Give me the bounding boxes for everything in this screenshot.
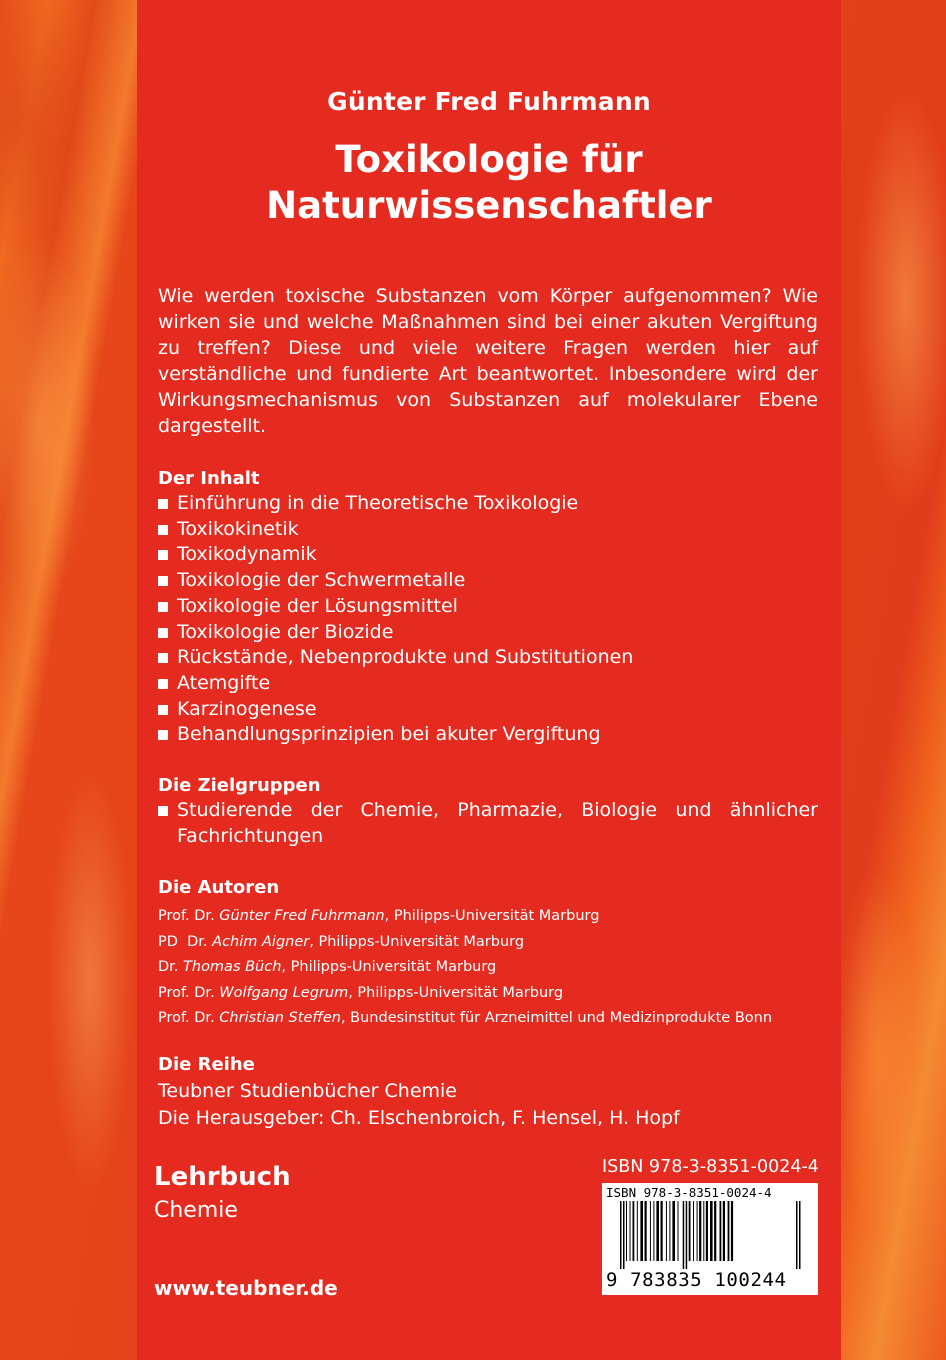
barcode-bar	[656, 1201, 659, 1261]
barcode-bar	[714, 1201, 716, 1261]
barcode-bar	[710, 1201, 713, 1261]
square-bullet-icon	[158, 550, 168, 560]
barcode-bar	[678, 1201, 679, 1261]
barcode-bar	[689, 1201, 691, 1261]
barcode-isbn-text: ISBN 978-3-8351-0024-4	[606, 1185, 772, 1200]
square-bullet-icon	[158, 525, 168, 535]
barcode-bar	[728, 1201, 730, 1261]
autoren-heading: Die Autoren	[158, 877, 280, 898]
square-bullet-icon	[158, 499, 168, 509]
list-item: Toxikokinetik	[158, 517, 828, 543]
barcode-bars	[606, 1201, 814, 1269]
background-swirl-right	[836, 0, 946, 1360]
reihe-heading: Die Reihe	[158, 1054, 255, 1075]
barcode-bar	[731, 1201, 733, 1261]
reihe-line-1: Teubner Studienbücher Chemie	[158, 1080, 457, 1102]
list-item: Behandlungsprinzipien bei akuter Vergiftung	[158, 722, 828, 748]
barcode-bar	[683, 1201, 685, 1269]
zielgruppen-list	[158, 798, 818, 849]
book-title	[137, 137, 841, 229]
list-item: Toxikologie der Schwermetalle	[158, 568, 828, 594]
square-bullet-icon	[158, 576, 168, 586]
list-item: Toxikodynamik	[158, 542, 828, 568]
list-item: Prof. Dr. Günter Fred Fuhrmann, Philipps-Universität Marburg	[158, 908, 600, 924]
barcode-bar	[672, 1201, 675, 1261]
square-bullet-icon	[158, 705, 168, 715]
isbn-label: ISBN 978-3-8351-0024-4	[602, 1157, 819, 1177]
list-item: Karzinogenese	[158, 697, 828, 723]
barcode-bar	[706, 1201, 708, 1261]
background-swirl-left	[0, 0, 140, 1360]
barcode-bar	[630, 1201, 631, 1261]
square-bullet-icon	[158, 628, 168, 638]
square-bullet-icon	[158, 602, 168, 612]
book-title-line-1: Toxikologie für	[335, 138, 643, 181]
inhalt-list	[158, 491, 828, 748]
book-author: Günter Fred Fuhrmann	[327, 87, 651, 116]
book-title-line-2: Naturwissenschaftler	[266, 184, 712, 227]
barcode-bar	[697, 1201, 698, 1261]
barcode-bar	[699, 1201, 701, 1261]
intro-paragraph: Wie werden toxische Substanzen vom Körper aufgenommen? Wie wirken sie und welche Maßnahmen sind bei einer akuten Vergiftung zu treffen? Diese und viele weitere Fragen werden hier auf verständliche und fundierte Art beantwortet. Inbesondere wird der Wirkungsmechanismus von Substanzen auf molekularer Ebene dargestellt.	[158, 285, 818, 437]
list-item: Toxikologie der Biozide	[158, 620, 828, 646]
square-bullet-icon	[158, 806, 168, 816]
barcode-bar	[669, 1201, 670, 1261]
barcode-digits: 9 783835 100244	[606, 1269, 787, 1291]
barcode-bar	[626, 1201, 627, 1261]
barcode-bar	[623, 1201, 625, 1269]
list-item: Dr. Thomas Büch, Philipps-Universität Marburg	[158, 959, 497, 976]
barcode-bar	[796, 1201, 798, 1269]
reihe-text	[158, 1078, 680, 1131]
publisher-website: www.teubner.de	[154, 1276, 338, 1300]
reihe-line-2: Die Herausgeber: Ch. Elschenbroich, F. Hensel, H. Hopf	[158, 1106, 680, 1129]
barcode-bar	[720, 1201, 722, 1261]
autoren-list	[158, 904, 838, 1032]
barcode-bar	[645, 1201, 647, 1261]
list-item: PD Dr. Achim Aigner, Philipps-Universität Marburg	[158, 933, 525, 950]
barcode-bar	[653, 1201, 654, 1261]
list-item: Einführung in die Theoretische Toxikologie	[158, 491, 828, 517]
barcode	[602, 1183, 818, 1295]
barcode-bar	[693, 1201, 694, 1261]
barcode-bar	[666, 1201, 667, 1261]
barcode-bar	[661, 1201, 663, 1261]
category-label: Lehrbuch	[154, 1162, 291, 1192]
barcode-bar	[620, 1201, 622, 1269]
square-bullet-icon	[158, 730, 168, 740]
inhalt-heading: Der Inhalt	[158, 468, 260, 489]
barcode-bar	[723, 1201, 725, 1261]
square-bullet-icon	[158, 679, 168, 689]
square-bullet-icon	[158, 653, 168, 663]
list-item: Toxikologie der Lösungsmittel	[158, 594, 828, 620]
barcode-bar	[640, 1201, 643, 1261]
barcode-bar	[633, 1201, 635, 1261]
zielgruppen-heading: Die Zielgruppen	[158, 775, 321, 796]
barcode-bar	[650, 1201, 651, 1261]
barcode-bar	[686, 1201, 688, 1269]
barcode-bar	[637, 1201, 638, 1261]
list-item: Prof. Dr. Wolfgang Legrum, Philipps-Universität Marburg	[158, 984, 564, 1001]
list-item: Rückstände, Nebenprodukte und Substitutionen	[158, 645, 828, 671]
list-item: Studierende der Chemie, Pharmazie, Biologie und ähnlicher Fachrichtungen	[158, 798, 818, 849]
list-item: Atemgifte	[158, 671, 828, 697]
subject-label: Chemie	[154, 1198, 238, 1223]
barcode-bar	[799, 1201, 801, 1269]
barcode-bar	[703, 1201, 704, 1261]
list-item: Prof. Dr. Christian Steffen, Bundesinstitut für Arzneimittel und Medizinprodukte Bonn	[158, 1010, 773, 1027]
